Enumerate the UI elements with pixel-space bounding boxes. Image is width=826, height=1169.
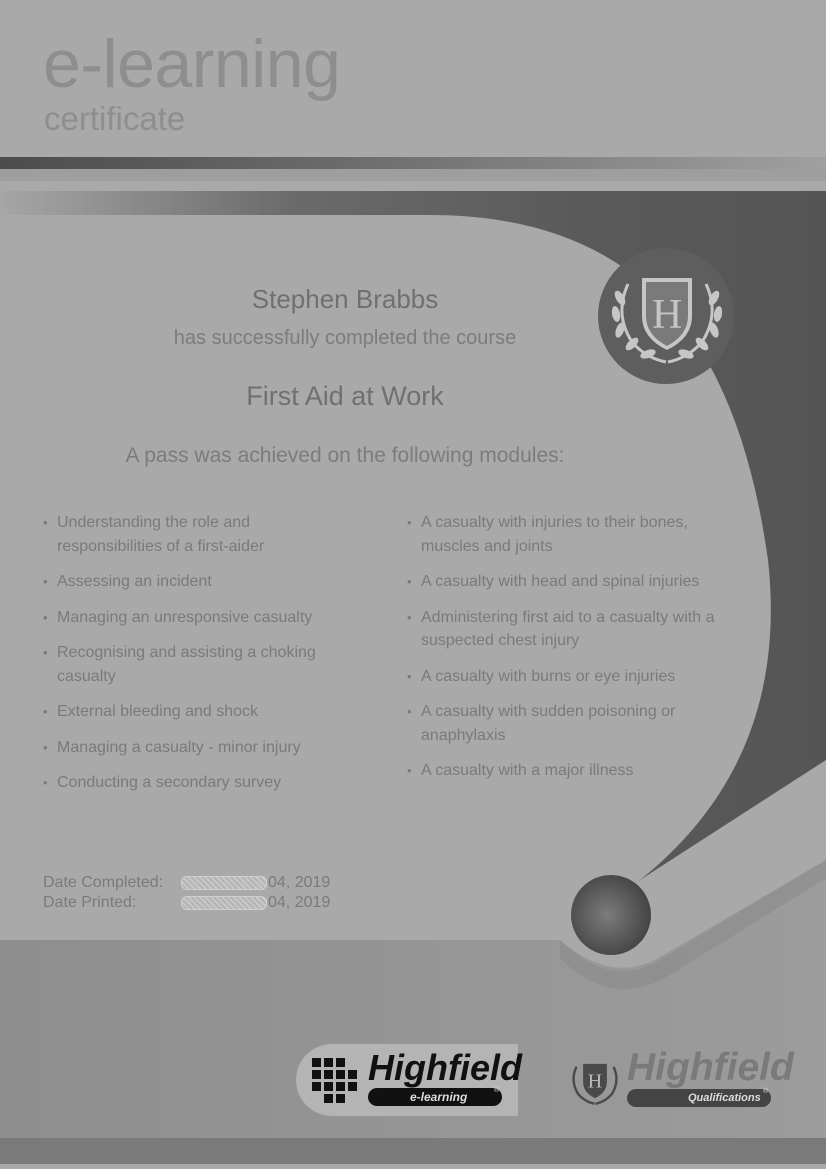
module-text: Conducting a secondary survey (57, 774, 282, 791)
bullet-icon: • (43, 574, 48, 589)
list-item (407, 665, 727, 689)
date-printed-label: Date Printed: (43, 894, 137, 911)
svg-text:H: H (587, 1070, 603, 1093)
bullet-icon: • (43, 775, 48, 790)
module-text: Understanding the role and responsibilities of a first-aider (57, 514, 265, 555)
date-printed-value: 04, 2019 (268, 894, 331, 911)
bullet-icon: • (407, 515, 412, 530)
redacted-date (181, 896, 267, 910)
module-text: A casualty with sudden poisoning or anaphylaxis (421, 703, 676, 744)
completion-statement: has successfully completed the course (173, 327, 517, 349)
module-text: A casualty with a major illness (421, 762, 634, 779)
highfield-qualifications-tag: Qualifications (688, 1092, 761, 1104)
list-item (43, 606, 343, 630)
list-item (43, 771, 343, 795)
laurel-crest-icon (566, 1052, 624, 1110)
highfield-elearning-tag: e-learning (410, 1090, 468, 1104)
bullet-icon: • (43, 609, 48, 625)
highfield-qualifications-name: Highfield (627, 1046, 794, 1089)
module-text: External bleeding and shock (57, 703, 259, 720)
footer-band (0, 1138, 826, 1164)
registered-mark: ® (763, 1088, 769, 1095)
list-item (43, 641, 343, 688)
list-item (43, 511, 343, 558)
highfield-elearning-name: Highfield (368, 1047, 522, 1088)
module-text: Recognising and assisting a choking casualty (57, 644, 316, 685)
bullet-icon: • (43, 704, 48, 719)
header-title: e-learning (43, 26, 341, 102)
bullet-icon: • (43, 515, 48, 530)
registered-mark: ® (494, 1087, 500, 1094)
module-text: Managing a casualty - minor injury (57, 738, 301, 756)
course-title: First Aid at Work (246, 381, 444, 411)
crest-letter: H (651, 292, 683, 338)
list-item (407, 759, 727, 783)
list-item (43, 736, 343, 760)
module-text: Assessing an incident (57, 573, 212, 590)
module-text: A casualty with burns or eye injuries (421, 667, 676, 685)
module-text: Administering first aid to a casualty with a suspected chest injury (421, 608, 715, 649)
header-divider (0, 157, 826, 169)
list-item (407, 570, 727, 594)
module-text: A casualty with head and spinal injuries (421, 573, 700, 590)
bullet-icon: • (407, 763, 412, 778)
list-item (407, 606, 727, 653)
date-completed-label: Date Completed: (43, 874, 164, 891)
date-completed-value: 04, 2019 (268, 874, 331, 891)
modules-list-left (43, 511, 343, 807)
redacted-date (181, 876, 267, 890)
recipient-name: Stephen Brabbs (251, 284, 439, 314)
bullet-icon: • (407, 609, 412, 625)
list-item (407, 511, 727, 558)
bullet-icon: • (43, 645, 48, 660)
bullet-icon: • (43, 739, 48, 755)
module-text: A casualty with injuries to their bones, muscles and joints (421, 514, 688, 555)
list-item (407, 700, 727, 747)
bullet-icon: • (407, 574, 412, 589)
modules-list-right (407, 511, 727, 795)
pass-statement: A pass was achieved on the following modules: (125, 444, 565, 467)
dates-block (0, 873, 360, 917)
module-text: Managing an unresponsive casualty (57, 608, 313, 626)
list-item (43, 700, 343, 724)
header-subtitle: certificate (44, 100, 186, 137)
pixel-grid-icon (312, 1058, 360, 1106)
list-item (43, 570, 343, 594)
bullet-icon: • (407, 704, 412, 719)
bullet-icon: • (407, 668, 412, 684)
